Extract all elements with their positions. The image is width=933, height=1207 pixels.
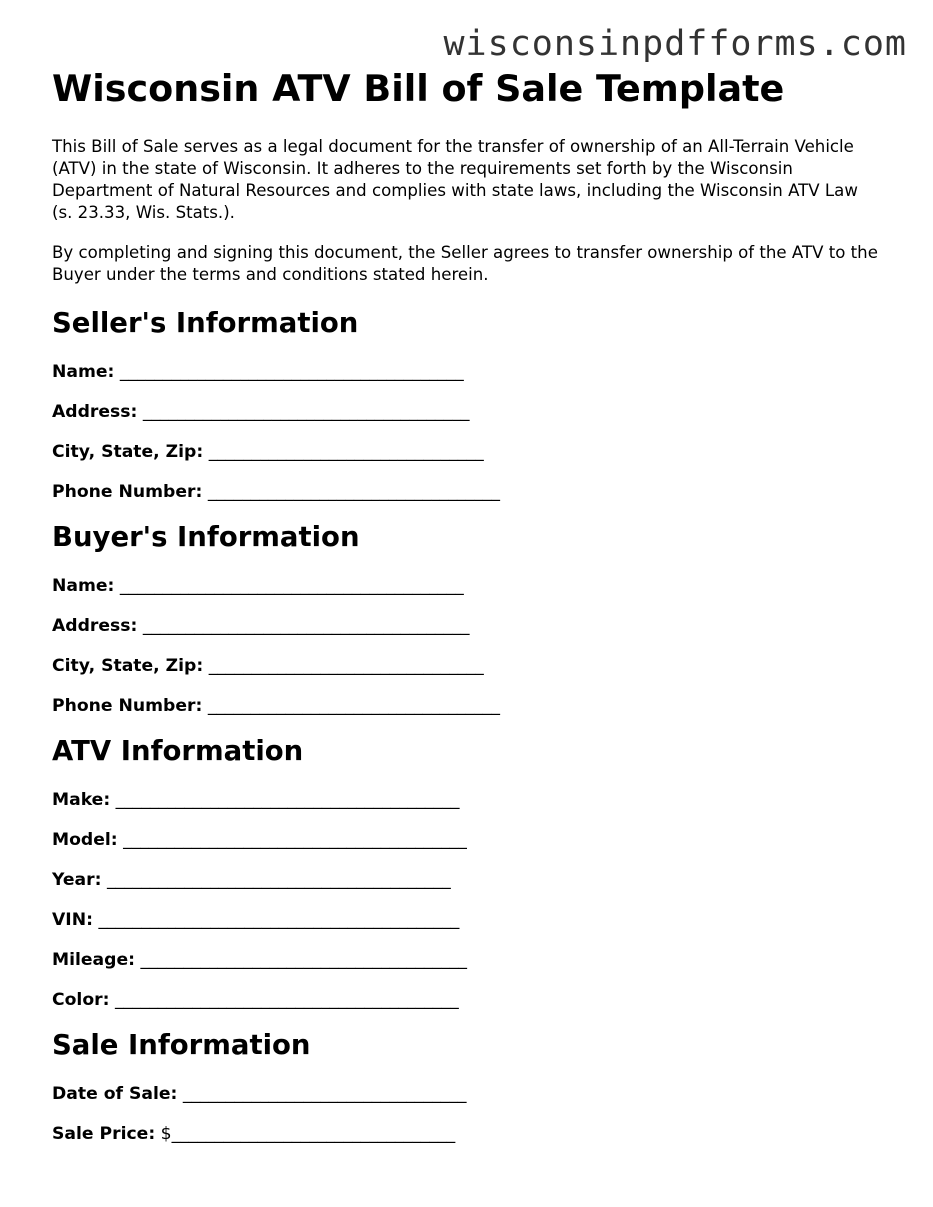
seller-name-field[interactable] (52, 360, 882, 400)
atv-color-field[interactable] (52, 988, 882, 1028)
blank-line[interactable]: ________________________________________ (119, 576, 464, 596)
sale-date-field[interactable] (52, 1082, 882, 1122)
sale-fields (52, 1082, 882, 1162)
page-title: Wisconsin ATV Bill of Sale Template (52, 67, 785, 110)
seller-phone-field[interactable] (52, 480, 882, 520)
field-label: Name: (52, 362, 115, 382)
field-label: Date of Sale: (52, 1084, 178, 1104)
atv-make-field[interactable] (52, 788, 882, 828)
blank-line[interactable]: ______________________________________ (140, 950, 468, 970)
atv-year-field[interactable] (52, 868, 882, 908)
buyer-name-field[interactable] (52, 574, 882, 614)
intro-paragraph: This Bill of Sale serves as a legal document for the transfer of ownership of an All-Terrain Vehicle (ATV) in the state of Wisconsin. It adheres to the requirements set forth by the Wisconsin Department of Natural Resources and complies with state laws, including the Wisconsin ATV Law (s. 23.33, Wis. Stats.). (52, 137, 858, 222)
atv-fields (52, 788, 882, 1028)
blank-line[interactable]: ________________________________________ (119, 362, 464, 382)
blank-line[interactable]: ______________________________________ (142, 402, 470, 422)
field-label: Mileage: (52, 950, 135, 970)
blank-line[interactable]: ________________________________________ (114, 990, 459, 1010)
buyer-phone-field[interactable] (52, 694, 882, 734)
field-label: Make: (52, 790, 111, 810)
sale-section-heading: Sale Information (52, 1029, 311, 1061)
seller-address-field[interactable] (52, 400, 882, 440)
blank-line[interactable]: ______________________________________ (142, 616, 470, 636)
seller-fields (52, 360, 882, 520)
blank-line[interactable]: ________________________________________ (115, 790, 460, 810)
blank-line[interactable]: ________________________________ (208, 656, 484, 676)
blank-line[interactable]: ________________________________________ (123, 830, 467, 850)
field-label: Address: (52, 616, 138, 636)
field-label: VIN: (52, 910, 93, 930)
blank-line[interactable]: __________________________________________ (98, 910, 460, 930)
field-label: Year: (52, 870, 102, 890)
blank-line[interactable]: __________________________________ (207, 696, 501, 716)
field-label: Address: (52, 402, 138, 422)
sale-price-field[interactable] (52, 1122, 882, 1162)
seller-section-heading: Seller's Information (52, 307, 359, 339)
atv-section-heading: ATV Information (52, 735, 304, 767)
field-label: City, State, Zip: (52, 656, 204, 676)
field-label: Phone Number: (52, 482, 203, 502)
field-label: Phone Number: (52, 696, 203, 716)
field-label: Color: (52, 990, 110, 1010)
field-label: Sale Price: (52, 1124, 156, 1144)
blank-line[interactable]: _________________________________ (171, 1124, 456, 1144)
buyer-address-field[interactable] (52, 614, 882, 654)
field-label: Model: (52, 830, 118, 850)
blank-line[interactable]: _________________________________ (182, 1084, 467, 1104)
atv-mileage-field[interactable] (52, 948, 882, 988)
site-watermark: wisconsinpdfforms.com (443, 24, 907, 64)
blank-line[interactable]: __________________________________ (207, 482, 501, 502)
intro-paragraph: By completing and signing this document, the Seller agrees to transfer ownership of the ATV to the Buyer under the terms and conditions stated herein. (52, 243, 878, 284)
document-page (52, 67, 882, 1162)
atv-vin-field[interactable] (52, 908, 882, 948)
field-label: Name: (52, 576, 115, 596)
seller-city-state-zip-field[interactable] (52, 440, 882, 480)
atv-model-field[interactable] (52, 828, 882, 868)
buyer-section-heading: Buyer's Information (52, 521, 360, 553)
buyer-city-state-zip-field[interactable] (52, 654, 882, 694)
buyer-fields (52, 574, 882, 734)
field-label: City, State, Zip: (52, 442, 204, 462)
blank-line[interactable]: ________________________________________ (106, 870, 451, 890)
blank-line[interactable]: ________________________________ (208, 442, 484, 462)
currency-symbol: $ (160, 1124, 172, 1144)
